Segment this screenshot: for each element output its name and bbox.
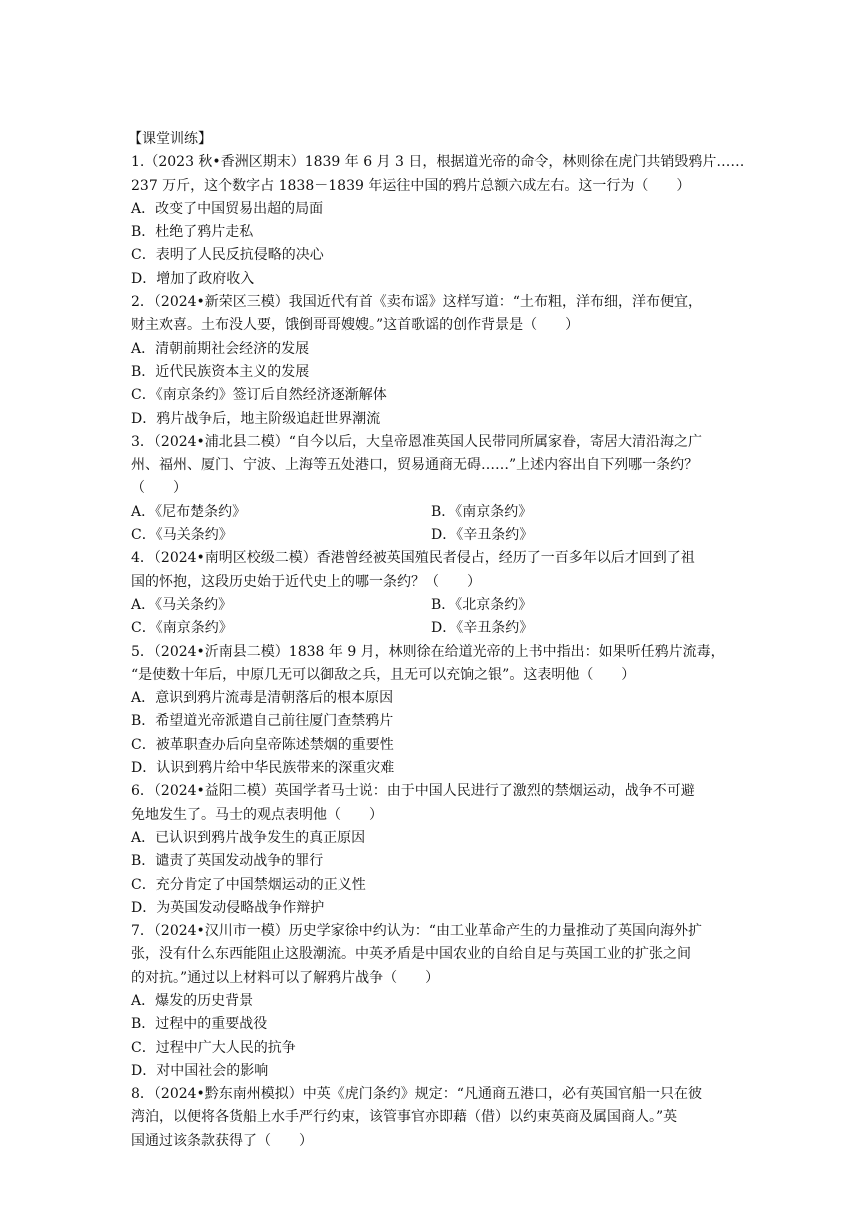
question-stem-line: 的对抗。”通过以上材料可以了解鸦片战争（ ） — [131, 969, 440, 986]
question-6 — [131, 780, 731, 920]
question-stem-line: 3．（2024•浦北县二模）“自今以后，大皇帝恩准英国人民带同所属家眷，寄居大清沿海之广 — [131, 433, 702, 450]
question-stem-line: “是使数十年后，中原几无可以御敌之兵，且无可以充饷之银”。这表明他（ ） — [131, 666, 636, 683]
option-a: A．改变了中国贸易出超的局面 — [131, 200, 324, 217]
question-8 — [131, 1083, 731, 1153]
question-stem-line: 免地发生了。马士的观点表明他（ ） — [131, 806, 383, 823]
option-b: B．杜绝了鸦片走私 — [131, 224, 254, 241]
option-b: B．希望道光帝派遣自己前往厦门查禁鸦片 — [131, 713, 394, 730]
option-a: A．《尼布楚条约》 — [131, 503, 247, 520]
option-a: A．爆发的历史背景 — [131, 992, 254, 1009]
option-d: D．《辛丑条约》 — [431, 527, 534, 544]
question-stem-line: 张，没有什么东西能阻止这股潮流。中英矛盾是中国农业的自给自足与英国工业的扩张之间 — [131, 946, 691, 963]
option-d: D．为英国发动侵略战争作辩护 — [131, 899, 325, 916]
question-stem-line: 国的怀抱，这段历史始于近代史上的哪一条约？（ ） — [131, 573, 481, 590]
option-b: B．《北京条约》 — [431, 596, 533, 613]
question-stem-line: 国通过该条款获得了（ ） — [131, 1132, 313, 1149]
question-stem-line: （ ） — [131, 480, 187, 497]
option-c: C．充分肯定了中国禁烟运动的正义性 — [131, 876, 366, 893]
option-b: B．《南京条约》 — [431, 503, 533, 520]
option-c: C．过程中广大人民的抗争 — [131, 1039, 296, 1056]
option-row — [131, 594, 731, 617]
question-stem-line: 财主欢喜。土布没人要，饿倒哥哥嫂嫂。”这首歌谣的创作背景是（ ） — [131, 317, 580, 334]
option-a: A．已认识到鸦片战争发生的真正原因 — [131, 829, 366, 846]
option-row — [131, 617, 731, 640]
option-row — [131, 501, 731, 524]
question-stem-line: 7．（2024•汉川市一模）历史学家徐中约认为：“由工业革命产生的力量推动了英国向海外扩 — [131, 923, 702, 940]
section-title: 【课堂训练】 — [128, 131, 212, 147]
question-stem-line: 2．（2024•新荣区三模）我国近代有首《卖布谣》这样写道：“土布粗，洋布细，洋布便宜， — [131, 294, 702, 311]
option-b: B．谴责了英国发动战争的罪行 — [131, 853, 324, 870]
question-4 — [131, 547, 731, 640]
question-stem-line: 州、福州、厦门、宁波、上海等五处港口，贸易通商无碍……”上述内容出自下列哪一条约？ — [131, 457, 699, 474]
option-d: D．《辛丑条约》 — [431, 620, 534, 637]
option-c: C．《南京条约》 — [131, 620, 233, 637]
option-d: D．鸦片战争后，地主阶级追赶世界潮流 — [131, 410, 381, 427]
question-3 — [131, 431, 731, 547]
question-1 — [131, 151, 745, 291]
question-stem-line: 1.（2023 秋•香洲区期末）1839 年 6 月 3 日，根据道光帝的命令，林则徐在虎门共销毁鸦片…… — [131, 154, 745, 171]
option-b: B．近代民族资本主义的发展 — [131, 363, 310, 380]
option-c: C．表明了人民反抗侵略的决心 — [131, 247, 324, 264]
option-d: D．对中国社会的影响 — [131, 1062, 269, 1079]
question-7 — [131, 920, 731, 1083]
option-d: D．增加了政府收入 — [131, 270, 255, 287]
question-2 — [131, 291, 731, 431]
option-a: A．意识到鸦片流毒是清朝落后的根本原因 — [131, 690, 394, 707]
option-a: A．清朝前期社会经济的发展 — [131, 340, 310, 357]
option-row — [131, 524, 731, 547]
question-stem-line: 湾泊，以便将各货船上水手严行约束，该管事官亦即藉（借）以约束英商及属国商人。”英 — [131, 1109, 678, 1126]
option-c: C．《马关条约》 — [131, 527, 233, 544]
option-c: C．《南京条约》签订后自然经济逐渐解体 — [131, 387, 387, 404]
question-stem-line: 8．（2024•黔东南州模拟）中英《虎门条约》规定：“凡通商五港口，必有英国官船一只在彼 — [131, 1086, 702, 1103]
question-stem-line: 4．（2024•南明区校级二模）香港曾经被英国殖民者侵占，经历了一百多年以后才回到了祖 — [131, 550, 695, 567]
document-content — [128, 128, 745, 1153]
question-stem-line: 6．（2024•益阳二模）英国学者马士说：由于中国人民进行了激烈的禁烟运动，战争不可避 — [131, 783, 695, 800]
option-c: C．被革职查办后向皇帝陈述禁烟的重要性 — [131, 736, 394, 753]
question-stem-line: 237 万斤，这个数字占 1838－1839 年运往中国的鸦片总额六成左右。这一行为（ ） — [131, 177, 691, 194]
option-d: D．认识到鸦片给中华民族带来的深重灾难 — [131, 760, 395, 777]
question-stem-line: 5．（2024•沂南县二模）1838 年 9 月，林则徐在给道光帝的上书中指出：如果听任鸦片流毒， — [131, 643, 725, 660]
option-b: B．过程中的重要战役 — [131, 1016, 268, 1033]
option-a: A．《马关条约》 — [131, 596, 233, 613]
question-5 — [131, 641, 731, 781]
